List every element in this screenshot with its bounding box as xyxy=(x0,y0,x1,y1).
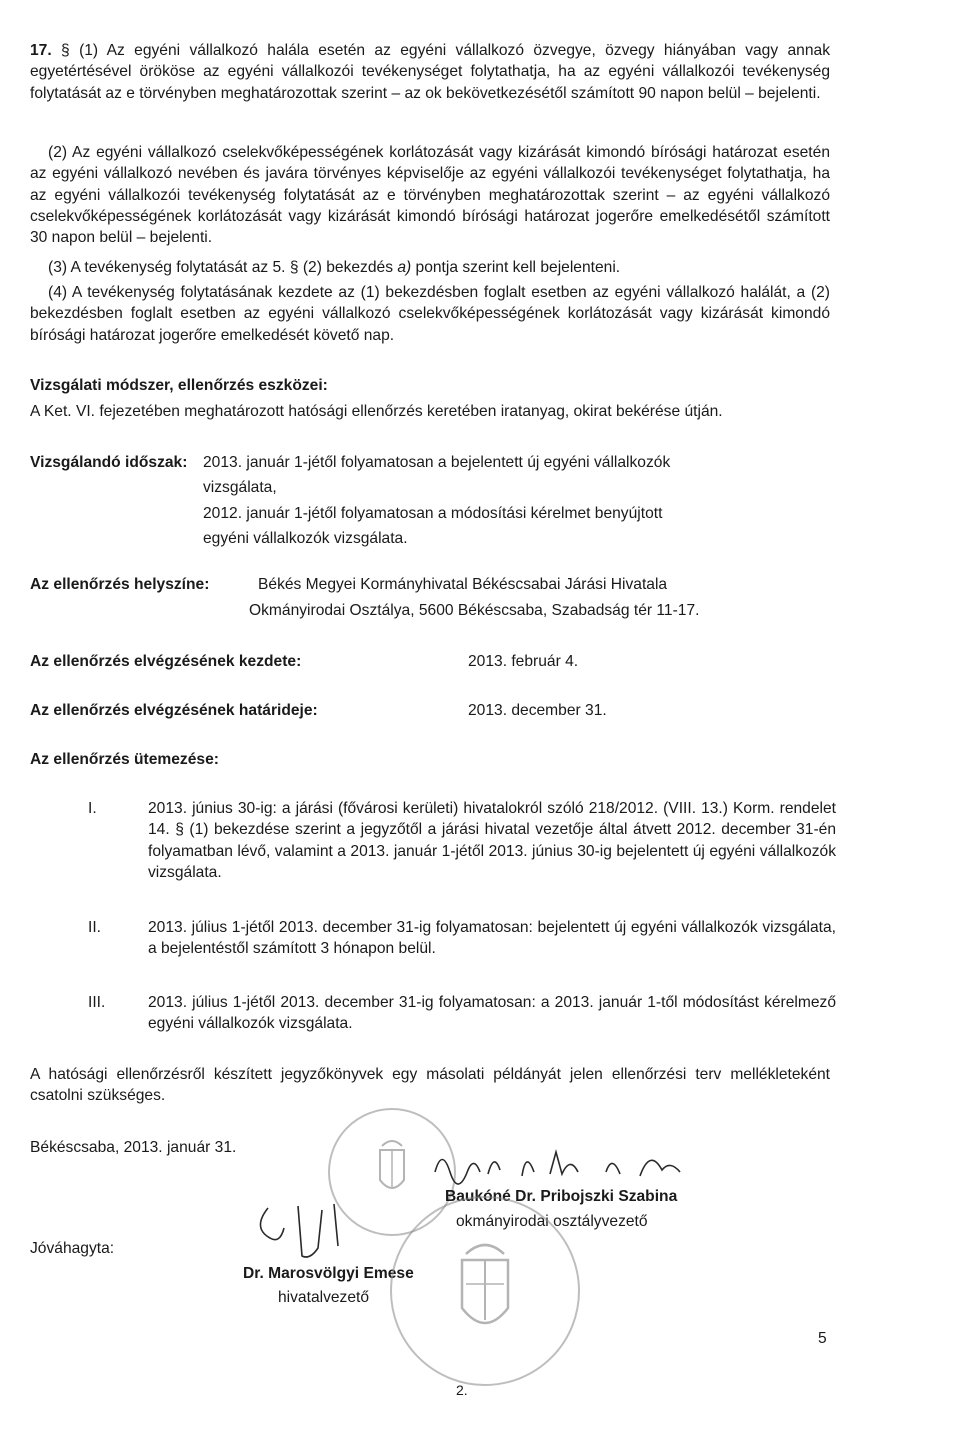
signer-1-title: okmányirodai osztályvezető xyxy=(456,1213,648,1230)
section17-paragraph-3 xyxy=(30,257,830,278)
deadline-value: 2013. december 31. xyxy=(468,702,607,719)
schedule-item-text: 2013. június 30-ig: a járási (fővárosi kerületi) hivatalokról szóló 218/2012. (VIII. 13.) Korm. rendelet 14. § (1) bekezdése szerint a jegyzőtől a járási hivatal vezetője által átvett 2012. december 31-én folyamatban lévő, valamint a 2013. január 1-jétől 2013. június 30-ig bejelentett új egyéni vállalkozók vizsgálata. xyxy=(148,800,836,881)
schedule-label: Az ellenőrzés ütemezése: xyxy=(30,751,219,768)
period-line-4: egyéni vállalkozók vizsgálata. xyxy=(203,530,408,547)
start-value: 2013. február 4. xyxy=(468,653,579,670)
section17-p1-text: § (1) Az egyéni vállalkozó halála esetén az egyéni vállalkozó özvegye, özvegy hiányában vagy annak egyetértésével örököse az egyéni vállalkozói tevékenységet folytathatja, ha az egyéni vállalkozói tevékenység folytatását az e törvényben meghatározottak szerint – az ok bekövetkezésétől számított 90 napon belül – bejelenti. xyxy=(30,42,830,102)
approved-label: Jóváhagyta: xyxy=(30,1240,115,1257)
official-stamp-2 xyxy=(390,1196,580,1386)
period-line-2: vizsgálata, xyxy=(203,479,277,496)
section17-paragraph-4: (4) A tevékenység folytatásának kezdete az (1) bekezdésben foglalt esetben az egyéni vállalkozó halálát, a (2) bekezdésben foglalt esetben az egyéni vállalkozó cselekvőképességének korlátozását vagy kizárását kimondó bírósági határozat jogerőre emelkedését követő nap. xyxy=(30,284,830,344)
section-number: 17. xyxy=(30,42,52,59)
stamp-2-emblem xyxy=(392,1198,578,1384)
period-line-3: 2012. január 1-jétől folyamatosan a módosítási kérelmet benyújtott xyxy=(203,505,663,522)
signature-1 xyxy=(430,1142,690,1192)
schedule-item-number: I. xyxy=(88,800,97,817)
method-label: Vizsgálati módszer, ellenőrzés eszközei: xyxy=(30,377,328,394)
schedule-item-text: 2013. július 1-jétől 2013. december 31-ig folyamatosan: bejelentett új egyéni vállalkozók vizsgálata, a bejelentéstől számított 3 hónapon belül. xyxy=(148,919,836,958)
location-line-2: Okmányirodai Osztálya, 5600 Békéscsaba, Szabadság tér 11-17. xyxy=(249,602,700,619)
section17-paragraph-1 xyxy=(30,40,830,104)
start-label: Az ellenőrzés elvégzésének kezdete: xyxy=(30,653,302,670)
p3-after: pontja szerint kell bejelenteni. xyxy=(411,259,621,276)
schedule-item-text: 2013. július 1-jétől 2013. december 31-ig folyamatosan: a 2013. január 1-től módosítást kérelmező egyéni vállalkozók vizsgálata. xyxy=(148,994,836,1033)
place-date: Békéscsaba, 2013. január 31. xyxy=(30,1139,237,1156)
schedule-item-number: II. xyxy=(88,919,101,936)
location-label: Az ellenőrzés helyszíne: xyxy=(30,576,210,593)
period-label: Vizsgálandó időszak: xyxy=(30,454,188,471)
stamp-2-number: 2. xyxy=(456,1382,468,1398)
method-text: A Ket. VI. fejezetében meghatározott hatósági ellenőrzés keretében iratanyag, okirat bekérése útján. xyxy=(30,403,723,420)
signer-2-name: Dr. Marosvölgyi Emese xyxy=(243,1265,414,1282)
closing-paragraph: A hatósági ellenőrzésről készített jegyzőkönyvek egy másolati példányát jelen ellenőrzési terv mellékleteként csatolni szükséges. xyxy=(30,1066,830,1105)
page-number: 5 xyxy=(818,1330,827,1347)
deadline-label: Az ellenőrzés elvégzésének határideje: xyxy=(30,702,318,719)
period-line-1: 2013. január 1-jétől folyamatosan a bejelentett új egyéni vállalkozók xyxy=(203,454,671,471)
location-line-1: Békés Megyei Kormányhivatal Békéscsabai Járási Hivatala xyxy=(258,576,668,593)
signer-2-title: hivatalvezető xyxy=(278,1289,370,1306)
schedule-item-number: III. xyxy=(88,994,106,1011)
p3-before: (3) A tevékenység folytatását az 5. § (2) bekezdés xyxy=(48,259,398,276)
signer-1-name: Baukóné Dr. Pribojszki Szabina xyxy=(445,1188,678,1205)
p3-italic: a) xyxy=(397,259,412,276)
signature-2 xyxy=(250,1198,360,1268)
section17-paragraph-2: (2) Az egyéni vállalkozó cselekvőképességének korlátozását vagy kizárását kimondó bírósági határozat esetén az egyéni vállalkozó nevében és javára törvényes képviselője az egyéni vállalkozói tevékenységet folytathatja, ha az egyéni vállalkozói tevékenység folytatását az e törvényben meghatározottak szerint – az egyéni vállalkozó cselekvőképességének korlátozását vagy kizárását kimondó bírósági határozat jogerőre emelkedésétől számított 30 napon belül – bejelenti. xyxy=(30,144,830,247)
